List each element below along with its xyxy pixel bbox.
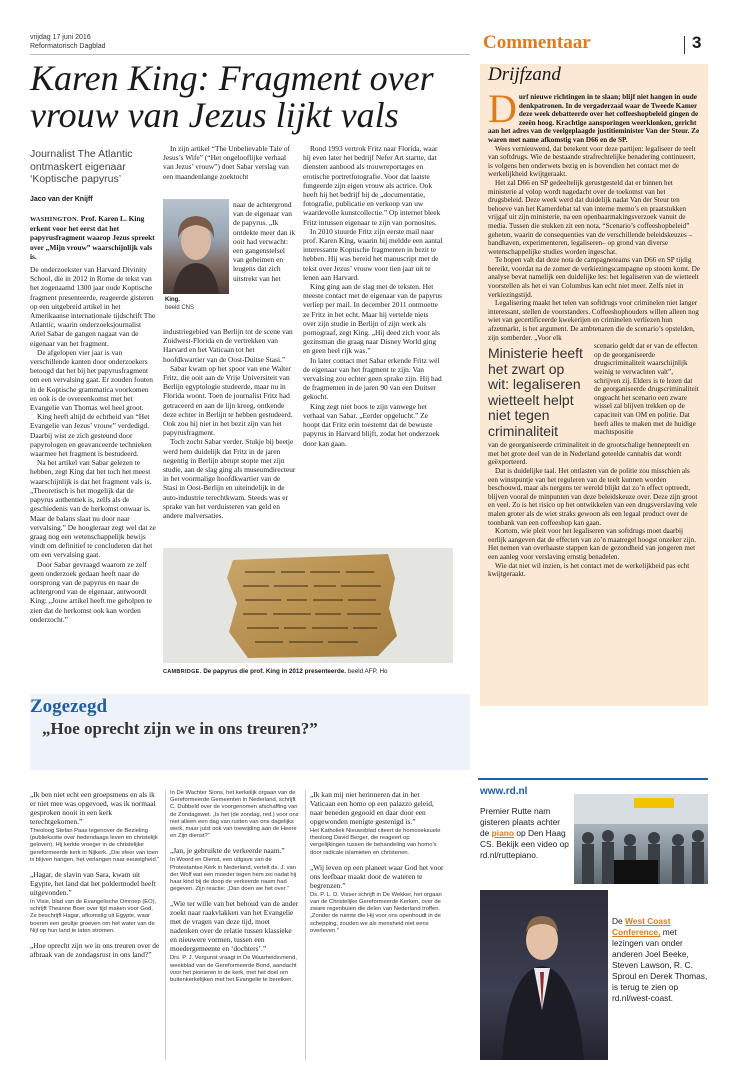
column-divider — [165, 790, 166, 1060]
editorial-paragraph: van de georganiseerde criminaliteit in de grootschalige hennepteelt en met het grote deel van de in Nederland geteelde cannabis dat wordt geëxporteerd. — [488, 441, 690, 467]
dateline: WASHINGTON. — [30, 216, 79, 223]
portrait-icon — [163, 199, 229, 294]
quote-source: In De Wachter Sions, het kerkelijk orgaan van de Gereformeerde Gemeenten in Nederland, schrijft C. Dubbeld over de voorgenomen afschaffing van de Zondagswet. „Is het (de zondag, red.) voor ons niet alleen een dag van rusten van ons dagelijks werk, maar juist ook van toewijding aan de Heere en Zijn dienst?” — [170, 790, 299, 840]
quote-source: Theoloog Stefan Paas tegenover de Bezieling (publiekssite over hedendaags leven en christelijk geloven). Hij kerkte vroeger in de christelijke gereformeerde kerk in Nijkerk. „Die sfeer van toen is blijven hangen, het verlangen naar eeuwigheid.” — [30, 828, 160, 863]
portrait-caption-name: King. — [165, 297, 180, 303]
quote-source: Ds. P. L. D. Visser schrijft in De Wekker, het orgaan van de Christelijke Gereformeerde Kerken, over de zware regenbuien die delen van Nederland troffen. „Zonder de ruimte die Hij voor ons openhoudt in de schepping, zouden we als mensheid niet eens overleven.” — [310, 891, 442, 934]
editorial-paragraph: Het zal D66 en SP gedeeltelijk gerustgesteld dat er binnen het ministerie al volop wordt nagedacht over de toekomst van het drugsbeleid. Deze week werd dat duidelijk nadat Van der Steur ten behoeve van het Kamerdebat tal van interne memo’s en praatstukken vrijgaf uit zijn ministerie, na een openbaarmakingsverzoek vanuit de media. Tussen die stukken zit een nota, “Scenario’s coffeeshopbeleid” geheten, waarin de consequenties van de verschillende beleidskeuzes –handhaven, experimenteren, legaliseren– op grond van diverse wetenschappelijke studies worden ingeschat. — [488, 178, 693, 256]
editorial-paragraph: Wees vernieuwend, dat betekent voor deze partijen: legaliseer de teelt van softdrugs. Wie de bestaande strafrechtelijke benadering continueert, is volgens hen onderwets bezig en is bovendien het contact met de werkelijkheid kwijtgeraakt. — [488, 144, 696, 179]
editorial-paragraph: Wie dat niet wil inzien, is het contact met de werkelijkheid pas echt kwijtgeraakt. — [488, 561, 690, 579]
conference-link[interactable]: West Coast Conference, — [612, 916, 671, 937]
portrait-photo — [163, 199, 229, 294]
article-paragraph: Door Sabar gevraagd waarom ze zelf geen onderzoek gedaan heeft naar de oorsprong van de papyrus en naar de achtergrond van de eigenaar, antwoordt King: „Jouw artikel heeft me geholpen te zien dat de herkomst ook kan worden onderzocht.” — [30, 559, 152, 624]
article-col-2-top — [163, 144, 296, 200]
editorial-paragraph: Te hopen valt dat deze nota de campagneteams van D66 en SP tijdig bereikt, voordat na de zomer de verkiezingscampagne op stoom komt. De analyse bevat namelijk een duidelijke les: het legaliseren van de wietteelt voorstellen als het ei van Columbus kan echt niet meer. Zelfs niet in verkiezingstijd. — [488, 256, 700, 299]
quote: „Ik ben niet echt een groepsmens en als ik er niet mee was opgevoed, was ik normaal gesproken nooit in een kerk terechtgekomen.” — [30, 790, 156, 826]
quote: „Ik kan mij niet herinneren dat in het Vaticaan een homo op een palazzo geleid, naar beneden gegooid en daar door een opgewonden menigte gestenigd is.” — [310, 790, 434, 826]
article-paragraph: Toch zocht Sabar verder. Stukje bij beetje werd hem duidelijk dat Fritz in de jaren negentig in Berlijn abrupt stopte met zijn studie, aan de slag ging als museumdirecteur in het voormalige hoofdkwartier van de Stasi in Oost-Berlijn en uiteindelijk in de auto-industrie terechtkwam. Steeds was er sprake van het verduisteren van geld en andere malversaties. — [163, 437, 296, 521]
rutte-piano-photo[interactable] — [574, 794, 708, 884]
quote: „Wie ter wille van het behoud van de ander zoekt naar raakvlakken van het Evangelie met de vragen van deze tijd, moet nadenken over de relatie tussen klassieke en nieuwere vormen, tussen een moedergemeente en ‘dochters’.” — [170, 899, 299, 954]
portrait-caption-credit: beeld CNS — [165, 305, 195, 311]
quote: „Jan, je gebruikte de verkeerde naam.” — [170, 846, 285, 856]
editorial-paragraph: Dat is duidelijke taal. Het ontlasten van de politie zou misschien als een winstpuntje van het reguleren van de teelt kunnen worden beschouwd, maar als nergens ter wereld blijkt dat zo’n effect optreedt, blijven vooral de minpunten van deze beleidskeuze over. Deze zijn groot en veel. Zo is het risico op het ontwikkelen van een drugsverslaving vele malen groter als de wiet straks gewoon als een legaal product over de toonbank van een coffeeshop kan gaan. — [488, 467, 698, 527]
article-paragraph: industriegebied van Berlijn tot de scene van Zuidwest-Florida en de vertrekken van Harvard en het Vaticaan tot het hoofdkwartier van de Oost-Duitse Stasi.” — [163, 327, 293, 364]
quote-source: In Visie, blad van de Evangelische Omroep (EO), schrijft Theanne Boer over tijd maken voor God. Ze beschrijft Hagar, afkomstig uit Egypte, waar boeren een geultje groeven om het water van de Nijl op hun land te laten stromen. — [30, 899, 157, 934]
article-paragraph: In zijn artikel “The Unbelievable Tale of Jesus’s Wife” (“Het ongelooflijke verhaal van Jezus’ vrouw”) doet Sabar verslag van een maandenlange zoektocht — [163, 144, 291, 181]
zogezegd-col-1 — [30, 790, 160, 1060]
editorial-body — [488, 93, 700, 703]
lead-text: Prof. Karen L. King erkent voor het eerst dat het papyrusfragment waarop Jezus spreekt over „Mijn vrouw” waarschijnlijk vals is. — [30, 214, 155, 261]
web-url[interactable]: www.rd.nl — [480, 786, 528, 797]
header-date: vrijdag 17 juni 2016 — [30, 34, 91, 41]
editorial-paragraph: Legalisering maakt het telen van softdrugs voor criminelen niet langer interessant, stellen de voorstanders. Coffeeshophouders willen alleen nog wiet van gecertificeerde kwekerijen en criminelen verliezen hun afzetmarkt, is het argument. De ambtenaren die de scenario’s opstelden, zijn somberder. „Voor elk — [488, 299, 699, 342]
web-text-after: op Den Haag CS. Bekijk een video op rd.nl/ruttepiano. — [480, 828, 569, 860]
editorial-wrap-paragraph: scenario geldt dat er van de effecten op de georganiseerde drugscriminaliteit waarschijnlijk weinig te verwachten valt”, schrijven zij. Elders is te lezen dat de georganiseerde drugscriminaliteit ongeacht het scenario een zware wissel zal blijven trekken op de capaciteit van OM en politie. Dat heeft alles te maken met de huidige machtspositie — [594, 342, 699, 437]
pullquote: Ministerie heeft het zwart op wit: legaliseren wietteelt helpt niet tegen criminaliteit — [488, 345, 583, 439]
editorial-intro: urf nieuwe richtingen in te slaan; blijf niet hangen in oude denkpatronen. In de vergaderzaal waar de Tweede Kamer deze week debatteerde over het coffeeshopbeleid gingen de zeeën hoog. Krachtige aansporingen weerklonken, gericht aan het adres van de veelgeplaagde justitieminister Van der Steur. Ze waren met name afkomstig van D66 en de SP. — [488, 93, 700, 144]
article-col-3 — [303, 144, 443, 544]
header-paper: Reformatorisch Dagblad — [30, 43, 106, 50]
editorial-title: Drijfzand — [488, 64, 561, 85]
zogezegd-label: Zogezegd — [30, 696, 108, 717]
web-text-before: Premier Rutte nam gisteren plaats achter de — [480, 806, 561, 838]
article-paragraph: King ging aan de slag met de teksten. Het meeste contact met de eigenaar van de papyrus verliep per mail. In december 2011 ontmoette ze Fritz in het echt. Maar hij vertelde niets over zijn studie in Berlijn of zijn werk als pornograaf, zegt King. „Hij deed zich voor als gezinsman die graag naar Disney World ging en geen heel rijk was.” — [303, 282, 442, 356]
conference-photo[interactable] — [480, 890, 608, 1060]
speaker-icon — [480, 890, 608, 1060]
quote-source: Drs. P. J. Vergunst vraagt in De Waarheidsvriend, weekblad van de Gereformeerde Bond, aandacht voor het pionieren in de kerk, met het doel om buitenkerkelijken met het Evangelie te bereiken. — [170, 955, 297, 984]
quote: „Hagar, de slavin van Sara, kwam uit Egypte, het land dat het poldermodel heeft uitgevonden.” — [30, 870, 156, 898]
article-col-1 — [30, 214, 156, 734]
quote: „Wij leven op een planeet waar God het voor ons leefbaar maakt door de wateren te begrenzen.” — [310, 862, 444, 890]
zogezegd-title: „Hoe oprecht zijn we in ons treuren?” — [42, 719, 318, 738]
web-piano-text — [480, 806, 570, 861]
caption-tag: CAMBRIDGE. — [163, 669, 202, 675]
article-paragraph: King zegt niet boos te zijn vanwege het verhaal van Sabar. „Eerder opgelucht.” Ze hoopt dat Fritz erin toestemt dat de bewuste papyrus in Harvard blijft, zodat het onderzoek door kan gaan. — [303, 401, 440, 448]
caption-credit: beeld AFP, Ho — [347, 668, 388, 675]
header-rule — [30, 54, 470, 55]
article-paragraph: De onderzoekster van Harvard Divinity School, die in 2012 in Rome de tekst van het zogenaamd 1300 jaar oude Koptische fragment presenteerde, reageerde gisteren op een uitgebreid artikel in het Amerikaanse internationale tijdschrift The Atlantic, waarin onderzoeksjournalist Ariel Sabar de gangen nagaat van de eigenaar van het fragment. — [30, 265, 156, 348]
zogezegd-col-3 — [310, 790, 445, 1060]
article-paragraph: Na het artikel van Sabar gelezen te hebben, zegt King dat het toch het meest waarschijnlijk is dat het fragment vals is. „Theoretisch is het mogelijk dat de papyrus authentiek is, zelfs als de geschiedenis van de herkomst onwaar is. Maar de balans slaat nu door naar vervalsing.” De hoogleraar zegt wel dat ze graag nog een wetenschappelijk bewijs vindt om definitief te concluderen dat het om een vervalsing gaat. — [30, 458, 156, 560]
dropcap: D — [488, 93, 517, 131]
article-col-2-bottom — [163, 327, 296, 542]
crowd-icon — [574, 794, 708, 884]
column-divider — [305, 790, 306, 1060]
papyrus-caption — [163, 668, 453, 675]
section-title: Commentaar — [483, 32, 591, 53]
article-paragraph: Rond 1993 vertrok Fritz naar Florida, waar hij even later het bedrijf Nefer Art startte, dat diensten aanbood als trouwreportages en erotische portretfotografie. Voor dat laatste fungeerde zijn eigen vrouw als actrice. Ook heeft hij het bedrijf bij de „documentatie, fotografie, publicatie en verkoop van uw waardevolle kunstcollectie.” Op internet bleek Fritz intussen eigenaar te zijn van pornosites. — [303, 144, 441, 227]
article-paragraph: Sabar kwam op het spoor van ene Walter Fritz, die ooit aan de Vrije Universiteit van Berlijn egyptologie studeerde, maar nu in Florida woont. Toen de journalist Fritz had getraceerd en aan de lijn kreeg, ontkende deze echter in Berlijn te hebben gestudeerd. Ook zou hij niet in het bezit zijn van het papyrusfragment. — [163, 363, 293, 438]
page-number: 3 — [692, 33, 702, 52]
piano-link[interactable]: piano — [491, 828, 514, 838]
quote-source: In Woord en Dienst, een uitgave van de Protestantse Kerk in Nederland, vertelt ds. J. van der Wolf wat een moeder tegen hem zei nadat hij haar kind bij de doop de verkeerde naam had gegeven. Zijn reactie: „Dan doen we het over.” — [170, 857, 297, 893]
article-paragraph: De afgelopen vier jaar is van verschillende kanten door onderzoekers betoogd dat het bij het papyrusfragment om een vervalsing gaat. Er zouden fouten in de Koptische grammatica voorkomen en ook is de overeenkomst met het Evangelie van Thomas wel heel groot. — [30, 347, 153, 413]
byline: Jaco van der Knijff — [30, 196, 93, 203]
conference-text — [612, 916, 708, 1004]
papyrus-photo — [163, 548, 453, 663]
papyrus-fragment-icon — [163, 548, 453, 663]
article-paragraph: In later contact met Sabar erkende Fritz wél de eigenaar van het fragment te zijn. Van vervalsing zou echter geen sprake zijn. Hij had de fragmenten in de jaren 90 van een Duitser gekocht. — [303, 355, 442, 402]
quote-source: Het Katholiek Nieuwsblad citeert de homoseksuele theoloog David Berger, die reageert op vergelijkingen tussen de behandeling van homo’s door radicale islamieten en christenen. — [310, 828, 441, 856]
article-subtitle: Journalist The Atlantic ontmaskert eigenaar ‘Koptische papyrus’ — [30, 148, 133, 185]
web-rule — [478, 778, 708, 780]
conference-text-before: De — [612, 916, 623, 926]
section-divider — [684, 36, 685, 54]
article-col-2-wrap — [233, 200, 296, 326]
lead-paragraph — [30, 214, 156, 261]
caption-text: De papyrus die prof. King in 2012 presenteerde. — [203, 668, 346, 675]
article-paragraph: naar de achtergrond van de eigenaar van de papyrus. „Ik ontdekte meer dan ik ooit had verwacht: een gangenstelsel van geheimen en leugens dat zich uitstrekt van het — [233, 200, 296, 283]
conference-text-after: met lezingen van onder anderen Joel Beeke, Steven Lawson, R. C. Sproul en Derek Thomas, is terug te zien op rd.nl/west-coast. — [612, 927, 708, 1003]
article-paragraph: King heeft altijd de echtheid van “Het Evangelie van Jezus’ vrouw” verdedigd. Daarbij wist ze zich gesteund door papyrologen en geavanceerde technieken waarmee het fragment is bestudeerd. — [30, 412, 152, 459]
article-title: Karen King: Fragment over vrouw van Jezus lijkt vals — [30, 58, 434, 135]
zogezegd-col-2 — [170, 790, 300, 1060]
editorial-paragraph: Kortom, wie pleit voor het legaliseren van softdrugs moet daarbij eerlijk aangeven dat de effecten van zo’n maatregel hoogst onzeker zijn. Het nemen van overhaaste stappen kan de gezondheid van jongeren met een aanleg voor verslaving ernstig benadelen. — [488, 527, 697, 561]
quote: „Hoe oprecht zijn we in ons treuren over de afbraak van de zondagsrust in ons land?” — [30, 941, 160, 960]
article-paragraph: In 2010 stuurde Fritz zijn eerste mail naar prof. Karen King, waarin hij meldde een aantal interessante Koptische fragmenten in bezit te hebben. Hij was bereid het manuscript met de tekst over Jezus’ vrouw voor tien jaar uit te lenen aan Harvard. — [303, 226, 443, 282]
